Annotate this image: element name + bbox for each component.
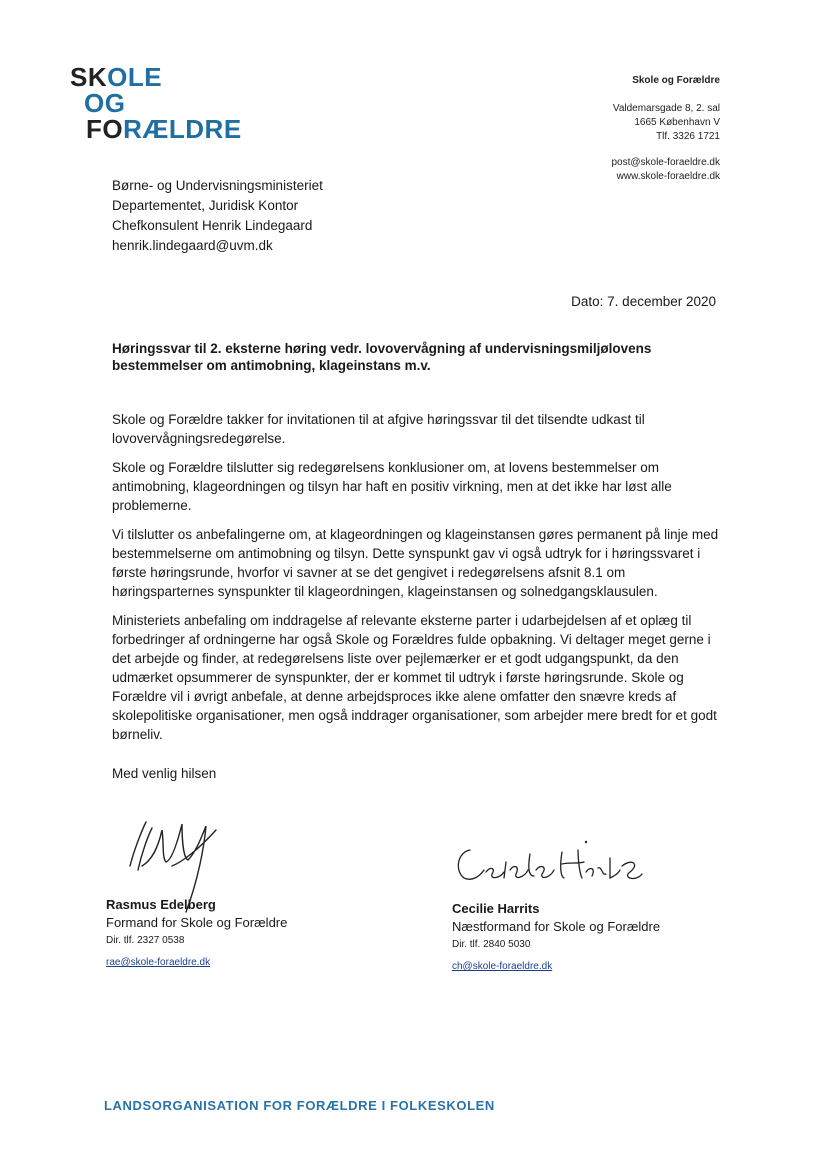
skole-og-foraeldre-logo [70,64,242,142]
body-paragraph: Vi tilslutter os anbefalingerne om, at klageordningen og klageinstansen gøres permanent på linje med bestemmelserne om antimobning og tilsyn. Dette synspunkt gav vi også udtryk for i høringssvaret i første høringsrunde, hvorfor vi savner at se det gengivet i redegørelsens afsnit 8.1 om høringsparternes synspunkter til klageordningen, klageinstansen og solnedgangsklausulen. [112,527,719,599]
sender-address-line-1: Valdemarsgade 8, 2. sal [612,103,720,114]
logo-line-3: FORÆLDRE [86,114,242,144]
signatory-name: Rasmus Edelberg [106,897,216,912]
sender-name: Skole og Forældre [632,75,720,86]
signatory-title: Formand for Skole og Forældre [106,915,288,930]
sender-phone: Tlf. 3326 1721 [656,131,720,142]
sender-email: post@skole-foraeldre.dk [611,157,720,168]
letter-date: Dato: 7. december 2020 [571,294,716,309]
letter-subject: Høringssvar til 2. eksterne høring vedr. lovovervågning af undervisningsmiljølovens bestemmelser om antimobning, klageinstans m.v. [112,341,652,373]
signatory-title: Næstformand for Skole og Forældre [452,919,661,934]
body-paragraph: Ministeriets anbefaling om inddragelse af relevante eksterne parter i udarbejdelsen af et oplæg til forbedringer af ordningerne har også Skole og Forældres fulde opbakning. Vi deltager meget gerne i det arbejde og finder, at redegørelsens liste over pejlemærker er et godt udgangspunkt, da den udmærket opsummerer de synspunkter, der er kommet til udtryk i første høringsrunde. Skole og Forældre vil i øvrigt anbefale, at denne arbejdsproces ikke alene omfatter den snævre kreds af skolepolitiske organisationer, men også inddrager organisationer, som arbejder mere bredt for et godt børneliv. [112,613,717,742]
logo-line-1: SKOLE [70,62,163,92]
closing-greeting: Med venlig hilsen [112,766,217,781]
body-paragraph: Skole og Forældre tilslutter sig redegørelsens konklusioner om, at lovens bestemmelser om antimobning, klageordningen og tilsyn har haft en positiv virkning, men at det ikke har løst alle problemerne. [112,460,672,513]
logo-line-2: OG [84,88,126,118]
recipient-line-1: Børne- og Undervisningsministeriet [112,178,323,193]
sender-info [611,74,720,184]
letter-body [112,410,722,754]
signatory-name: Cecilie Harrits [452,901,540,916]
recipient-address [112,176,323,256]
recipient-line-3: Chefkonsulent Henrik Lindegaard [112,218,313,233]
footer-tagline: LANDSORGANISATION FOR FORÆLDRE I FOLKESKOLEN [104,1098,495,1113]
signature-block-cecilie [452,900,660,976]
signatory-phone: Dir. tlf. 2840 5030 [452,939,531,950]
signatory-email-link[interactable]: ch@skole-foraeldre.dk [452,961,553,972]
body-paragraph: Skole og Forældre takker for invitationen til at afgive høringssvar til det tilsendte udkast til lovovervågningsredegørelse. [112,412,645,446]
signatory-email-link[interactable]: rae@skole-foraeldre.dk [106,957,211,968]
signatory-phone: Dir. tlf. 2327 0538 [106,935,185,946]
signature-block-rasmus [106,896,287,972]
sender-address-line-2: 1665 København V [634,117,720,128]
recipient-email: henrik.lindegaard@uvm.dk [112,238,273,253]
recipient-line-2: Departementet, Juridisk Kontor [112,198,299,213]
handwritten-signature-cecilie [450,836,650,896]
sender-website: www.skole-foraeldre.dk [616,171,720,182]
